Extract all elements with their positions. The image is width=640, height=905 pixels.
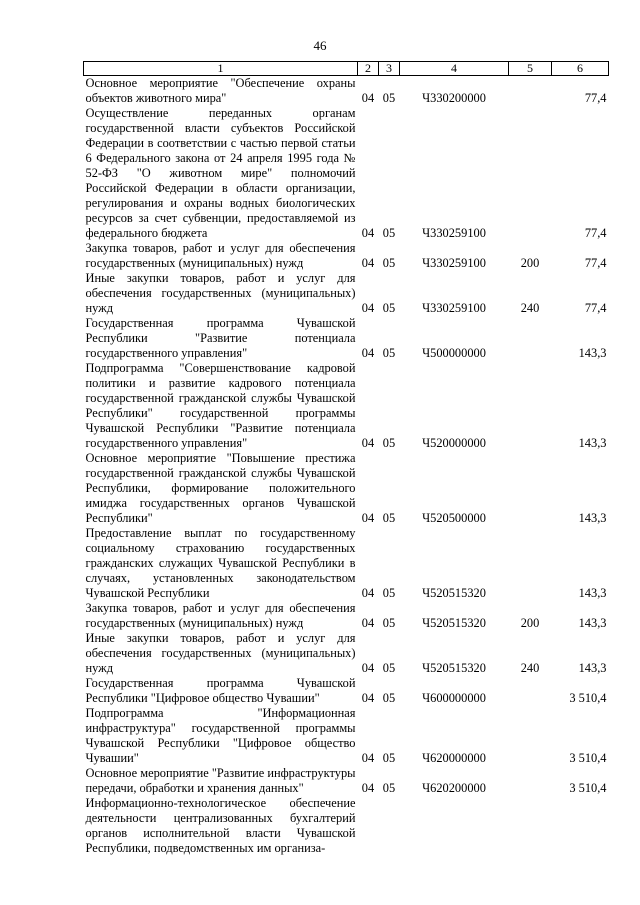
row-name: Основное мероприятие "Повышение престижа государственной гражданской службы Чувашской Республики, формирование положительного имиджа государственных органов Чувашской Республики" [85, 451, 356, 525]
row-target-article: Ч620000000 [422, 751, 486, 765]
row-name: Иные закупки товаров, работ и услуг для обеспечения государственных (муниципальных) нужд [85, 271, 356, 315]
row-amount: 77,4 [584, 91, 607, 105]
row-target-article: Ч520515320 [422, 661, 486, 675]
table-row [84, 601, 609, 631]
row-expense-type [509, 796, 552, 856]
row-target-article: Ч520000000 [422, 436, 486, 450]
row-name: Основное мероприятие "Обеспечение охраны объектов животного мира" [85, 76, 356, 105]
row-expense-type: 240 [520, 301, 540, 315]
table-row [84, 316, 609, 361]
row-subsection: 05 [382, 781, 396, 795]
row-target-article: Ч520515320 [422, 586, 486, 600]
row-section: 04 [361, 661, 375, 675]
row-name: Осуществление переданных органам государственной власти субъектов Российской Федерации в соответствии с частью первой статьи 6 Федерального закона от 24 апреля 1995 года № 52-ФЗ "О животном мире" полномочий Российской Федерации в области организации, регулирования и охраны водных биологических ресурсов за счет субвенции, предоставляемой из федерального бюджета [85, 106, 356, 240]
row-subsection: 05 [382, 436, 396, 450]
row-section: 04 [361, 691, 375, 705]
row-amount: 3 510,4 [569, 751, 607, 765]
table-row [84, 526, 609, 601]
row-section: 04 [361, 436, 375, 450]
row-target-article [400, 796, 509, 856]
page-number: 46 [313, 38, 327, 53]
table-row [84, 631, 609, 676]
table-row [84, 106, 609, 241]
row-name: Подпрограмма "Совершенствование кадровой политики и развитие кадрового потенциала государственной гражданской службы Чувашской Республики" государственной программы Чувашской Республики "Развитие потенциала государственного управления" [85, 361, 356, 450]
row-amount: 143,3 [578, 586, 607, 600]
row-expense-type [509, 76, 552, 107]
budget-table [83, 61, 609, 856]
row-expense-type [509, 316, 552, 361]
row-subsection: 05 [382, 91, 396, 105]
row-expense-type: 200 [520, 616, 540, 630]
row-expense-type [509, 526, 552, 601]
row-section: 04 [361, 226, 375, 240]
row-name: Государственная программа Чувашской Республики "Цифровое общество Чувашии" [85, 676, 356, 705]
row-target-article: Ч330259100 [422, 256, 486, 270]
row-target-article: Ч330259100 [422, 301, 486, 315]
row-amount: 3 510,4 [569, 691, 607, 705]
row-section: 04 [361, 256, 375, 270]
row-subsection [379, 796, 400, 856]
table-header-row [84, 62, 609, 76]
column-header: 6 [552, 62, 609, 76]
row-target-article: Ч330200000 [422, 91, 486, 105]
row-amount: 143,3 [578, 346, 607, 360]
row-amount: 143,3 [578, 616, 607, 630]
row-section: 04 [361, 586, 375, 600]
column-header: 5 [509, 62, 552, 76]
row-amount: 143,3 [578, 661, 607, 675]
row-section: 04 [361, 91, 375, 105]
row-expense-type [509, 361, 552, 451]
row-name: Закупка товаров, работ и услуг для обеспечения государственных (муниципальных) нужд [85, 601, 356, 630]
table-row [84, 76, 609, 107]
row-amount [552, 796, 609, 856]
row-name: Подпрограмма "Информационная инфраструктура" государственной программы Чувашской Республики "Цифровое общество Чувашии" [85, 706, 356, 765]
row-amount: 3 510,4 [569, 781, 607, 795]
row-name: Иные закупки товаров, работ и услуг для обеспечения государственных (муниципальных) нужд [85, 631, 356, 675]
row-target-article: Ч330259100 [422, 226, 486, 240]
row-subsection: 05 [382, 586, 396, 600]
row-expense-type [509, 106, 552, 241]
row-name: Основное мероприятие "Развитие инфраструктуры передачи, обработки и хранения данных" [85, 766, 356, 795]
table-row [84, 271, 609, 316]
row-target-article: Ч600000000 [422, 691, 486, 705]
table-row [84, 766, 609, 796]
row-section: 04 [361, 511, 375, 525]
row-expense-type [509, 451, 552, 526]
table-row [84, 796, 609, 856]
row-name: Закупка товаров, работ и услуг для обеспечения государственных (муниципальных) нужд [85, 241, 356, 270]
column-header: 4 [400, 62, 509, 76]
row-section: 04 [361, 781, 375, 795]
row-section: 04 [361, 301, 375, 315]
row-amount: 77,4 [584, 226, 607, 240]
table-row [84, 241, 609, 271]
row-amount: 77,4 [584, 301, 607, 315]
row-section: 04 [361, 346, 375, 360]
row-subsection: 05 [382, 691, 396, 705]
row-name: Предоставление выплат по государственному социальному страхованию государственных гражданских служащих Чувашской Республики в случаях, установленных законодательством Чувашской Республики [85, 526, 356, 600]
row-name: Информационно-технологическое обеспечение деятельности централизованных бухгалтерий органов исполнительной власти Чувашской Республики, подведомственных им организа- [85, 796, 356, 855]
row-section: 04 [361, 616, 375, 630]
row-expense-type: 200 [520, 256, 540, 270]
table-row [84, 706, 609, 766]
row-amount: 77,4 [584, 256, 607, 270]
column-header: 2 [358, 62, 379, 76]
row-subsection: 05 [382, 346, 396, 360]
row-expense-type: 240 [520, 661, 540, 675]
column-header: 3 [379, 62, 400, 76]
row-target-article: Ч620200000 [422, 781, 486, 795]
table-row [84, 361, 609, 451]
table-row [84, 451, 609, 526]
row-target-article: Ч520500000 [422, 511, 486, 525]
row-name: Государственная программа Чувашской Республики "Развитие потенциала государственного управления" [85, 316, 356, 360]
row-subsection: 05 [382, 301, 396, 315]
row-amount: 143,3 [578, 436, 607, 450]
row-section [358, 796, 379, 856]
row-target-article: Ч500000000 [422, 346, 486, 360]
table-row [84, 676, 609, 706]
row-target-article: Ч520515320 [422, 616, 486, 630]
row-subsection: 05 [382, 226, 396, 240]
row-subsection: 05 [382, 616, 396, 630]
row-subsection: 05 [382, 661, 396, 675]
row-expense-type [509, 706, 552, 766]
row-subsection: 05 [382, 511, 396, 525]
row-expense-type [509, 676, 552, 706]
row-section: 04 [361, 751, 375, 765]
row-amount: 143,3 [578, 511, 607, 525]
column-header: 1 [84, 62, 358, 76]
row-subsection: 05 [382, 256, 396, 270]
row-expense-type [509, 766, 552, 796]
row-subsection: 05 [382, 751, 396, 765]
